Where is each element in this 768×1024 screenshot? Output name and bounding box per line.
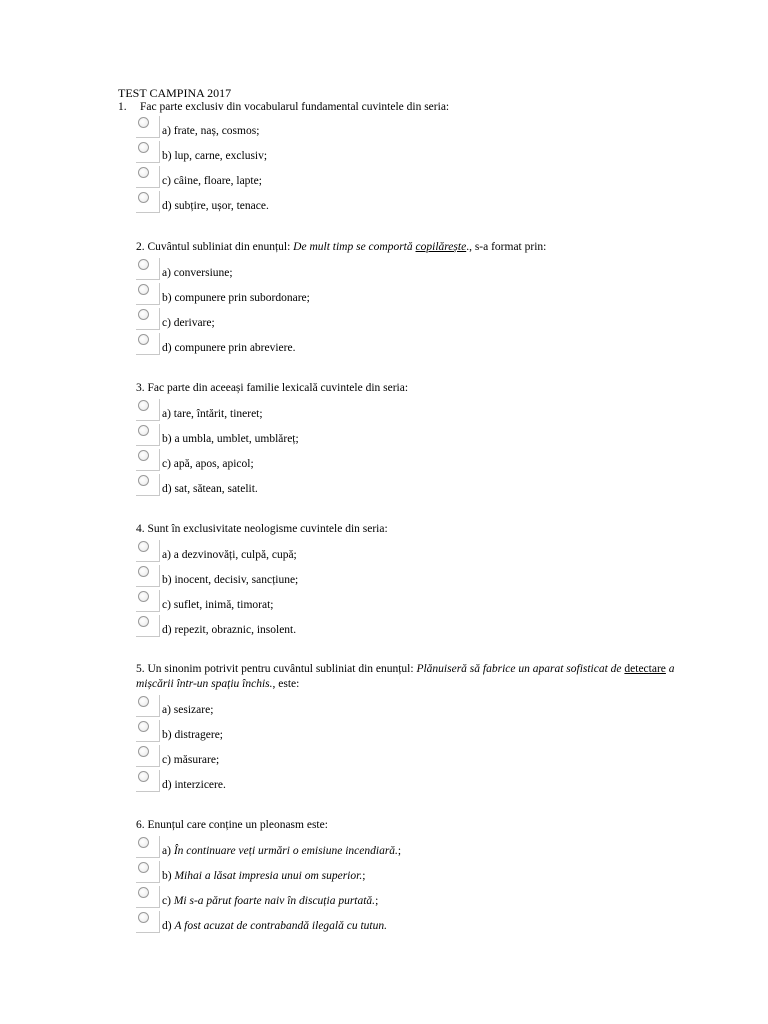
question-1-options [136,116,676,216]
option-d[interactable]: d) A fost acuzat de contrabandă ilegală cu tutun. [136,911,676,936]
question-6 [136,818,676,936]
radio-button-icon[interactable] [138,450,149,461]
option-b[interactable]: b) Mihai a lăsat impresia unui om superior.; [136,861,676,886]
option-c[interactable]: c) suflet, inimă, timorat; [136,590,676,615]
question-stem: Fac parte exclusiv din vocabularul fundamental cuvintele din seria: [140,101,450,113]
underlined-word: copilărește [415,241,467,253]
radio-button-icon[interactable] [138,771,149,782]
option-b[interactable]: b) distragere; [136,720,676,745]
radio-button-icon[interactable] [138,284,149,295]
radio-button-icon[interactable] [138,259,149,270]
option-b[interactable]: b) a umbla, umblet, umblăreț; [136,424,676,449]
option-a[interactable]: a) a dezvinovăți, culpă, cupă; [136,540,676,565]
radio-button-icon[interactable] [138,541,149,552]
radio-button-icon[interactable] [138,912,149,923]
option-b[interactable]: b) lup, carne, exclusiv; [136,141,676,166]
question-3 [136,381,676,499]
option-c[interactable]: c) Mi s-a părut foarte naiv în discuția purtată.; [136,886,676,911]
radio-button-icon[interactable] [138,862,149,873]
option-a[interactable]: a) În continuare veți urmări o emisiune incendiară.; [136,836,676,861]
option-d[interactable]: d) subțire, ușor, tenace. [136,191,676,216]
radio-button-icon[interactable] [138,425,149,436]
option-b[interactable]: b) inocent, decisiv, sancțiune; [136,565,676,590]
radio-button-icon[interactable] [138,887,149,898]
question-2 [136,240,676,358]
radio-button-icon[interactable] [138,117,149,128]
question-stem: 5. Un sinonim potrivit pentru cuvântul subliniat din enunțul: Plănuiseră să fabrice un aparat sofisticat de detectare a mișcării într-un spațiu închis., este: [136,663,675,690]
option-a[interactable]: a) sesizare; [136,695,676,720]
question-4 [136,522,676,640]
radio-button-icon[interactable] [138,837,149,848]
radio-button-icon[interactable] [138,334,149,345]
question-stem: 6. Enunțul care conține un pleonasm este: [136,819,328,831]
radio-button-icon[interactable] [138,591,149,602]
option-d[interactable]: d) sat, sătean, satelit. [136,474,676,499]
question-stem: 4. Sunt în exclusivitate neologisme cuvintele din seria: [136,523,388,535]
option-c[interactable]: c) apă, apos, apicol; [136,449,676,474]
document-title: TEST CAMPINA 2017 [118,86,232,100]
radio-button-icon[interactable] [138,309,149,320]
option-d[interactable]: d) compunere prin abreviere. [136,333,676,358]
option-a[interactable]: a) conversiune; [136,258,676,283]
question-number: 1. [118,101,127,113]
option-a[interactable]: a) frate, naș, cosmos; [136,116,676,141]
option-c[interactable]: c) măsurare; [136,745,676,770]
underlined-word: detectare [624,663,666,675]
option-d[interactable]: d) repezit, obraznic, insolent. [136,615,676,640]
question-stem: 2. Cuvântul subliniat din enunțul: De mult timp se comportă copilărește., s-a format prin: [136,241,547,253]
radio-button-icon[interactable] [138,721,149,732]
radio-button-icon[interactable] [138,142,149,153]
question-1 [118,101,678,113]
option-c[interactable]: c) derivare; [136,308,676,333]
option-d[interactable]: d) interzicere. [136,770,676,795]
radio-button-icon[interactable] [138,746,149,757]
radio-button-icon[interactable] [138,616,149,627]
option-c[interactable]: c) câine, floare, lapte; [136,166,676,191]
option-a[interactable]: a) tare, întărit, tineret; [136,399,676,424]
radio-button-icon[interactable] [138,167,149,178]
radio-button-icon[interactable] [138,475,149,486]
option-b[interactable]: b) compunere prin subordonare; [136,283,676,308]
question-5 [136,662,676,795]
radio-button-icon[interactable] [138,400,149,411]
radio-button-icon[interactable] [138,696,149,707]
radio-button-icon[interactable] [138,192,149,203]
question-stem: 3. Fac parte din aceeași familie lexicală cuvintele din seria: [136,382,409,394]
radio-button-icon[interactable] [138,566,149,577]
